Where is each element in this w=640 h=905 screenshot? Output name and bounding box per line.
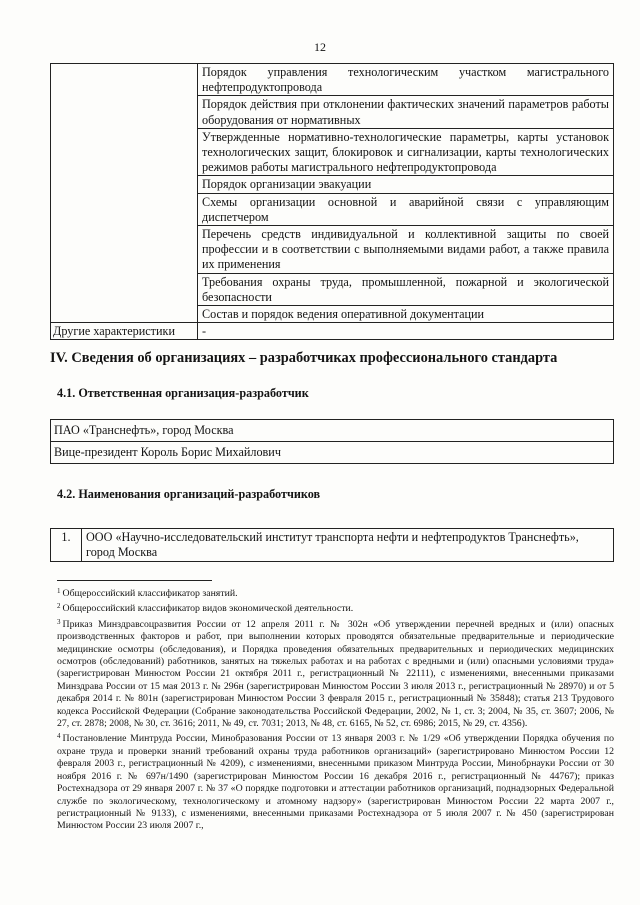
responsible-org-table (50, 419, 614, 464)
developer-name: ООО «Научно-исследовательский институт транспорта нефти и нефтепродуктов Транснефть», город Москва (82, 529, 614, 562)
footnote-text: Общероссийский классификатор видов экономической деятельности. (62, 603, 354, 615)
row-text: - (198, 323, 614, 340)
table-row (51, 529, 614, 562)
footnotes (57, 585, 614, 833)
developer-orgs-table (50, 528, 614, 562)
footnote-mark: 3 (57, 617, 61, 626)
footnote-mark: 1 (57, 587, 61, 595)
row-text: Перечень средств индивидуальной и коллективной защиты по своей профессии и в соответствии с выполняемыми видами работ, а также правила их применения (198, 226, 614, 274)
row-text: Утвержденные нормативно-технологические параметры, карты установок технологических защит, блокировок и сигнализации, карты технологических режимов работы магистрального нефтепродуктопровода (198, 128, 614, 176)
row-text: Порядок управления технологическим участком магистрального нефтепродуктопровода (198, 64, 614, 96)
row-text: Требования охраны труда, промышленной, пожарной и экологической безопасности (198, 273, 614, 305)
footnote-mark: 2 (57, 602, 61, 611)
footnote-text: Общероссийский классификатор занятий. (62, 588, 238, 599)
requirements-table (50, 63, 614, 340)
responsible-org-heading: 4.1. Ответственная организация-разработчик (57, 386, 309, 400)
table-row (51, 323, 614, 340)
responsible-person: Вице-президент Король Борис Михайлович (51, 442, 614, 464)
table-row (51, 420, 614, 442)
page-number: 12 (314, 40, 326, 54)
responsible-org-name: ПАО «Транснефть», город Москва (51, 420, 614, 442)
table-row (51, 442, 614, 464)
row-text: Порядок организации эвакуации (198, 176, 614, 193)
footnote-separator (57, 580, 212, 581)
table-row (51, 64, 614, 96)
section-title: IV. Сведения об организациях – разработчиках профессионального стандарта (50, 350, 558, 366)
row-text: Порядок действия при отклонении фактических значений параметров работы оборудования от нормативных (198, 96, 614, 128)
footnote (57, 585, 614, 600)
footnote-text: Постановление Минтруда России, Минобразования России от 13 января 2003 г. № 1/29 «Об утверждении Порядка обучения по охране труда и проверки знаний требований охраны труда работников организаций» (зарегистрировано Минюстом России 12 февраля 2003 г., регистрационный № 4209), с изменениями, внесенными приказом Минтруда России, Минобрнауки России от 30 ноября 2016 г. № 697н/1490 (зарегистрирован Минюстом России 16 декабря 2016 г., регистрационный № 44767); приказ Ростехнадзора от 29 января 2007 г. № 37 «О порядке подготовки и аттестации работников организаций, поднадзорных Федеральной службе по экологическому, технологическому и атомному надзору» (зарегистрирован Минюстом России 22 марта 2007 г., регистрационный № 9133), с изменениями, внесенными приказами Ростехнадзора от 5 июля 2007 г. № 450 (зарегистрирован Минюстом России 23 июля 2007 г., (57, 733, 614, 832)
footnote-mark: 4 (57, 732, 61, 741)
row-text: Схемы организации основной и аварийной связи с управляющим диспетчером (198, 193, 614, 225)
footnote (57, 600, 614, 615)
developer-orgs-table-body (51, 529, 614, 562)
developer-orgs-heading: 4.2. Наименования организаций-разработчиков (57, 487, 321, 501)
requirements-table-body (51, 64, 614, 340)
footnote-text: Приказ Минздравсоцразвития России от 12 апреля 2011 г. № 302н «Об утверждении перечней вредных и (или) опасных производственных факторов и работ, при выполнении которых проводятся обязательные предварительные и периодические медицинские осмотры (обследования), и Порядка проведения обязательных предварительных и периодических медицинских осмотров (обследований) работников, занятых на тяжелых работах и на работах с вредными и (или) опасными условиями труда» (зарегистрирован Минюстом России 21 октября 2011 г., регистрационный № 22111), с изменениями, внесенными приказами Минздрава России от 15 мая 2013 г. № 296н (зарегистрирован Минюстом России 3 июля 2013 г., регистрационный № 28970) и от 5 декабря 2014 г. № 801н (зарегистрирован Минюстом России 3 февраля 2015 г., регистрационный № 35848); статья 213 Трудового кодекса Российской Федерации (Собрание законодательства Российской Федерации, 2002, № 1, ст. 3; 2004, № 35, ст. 3607; 2006, № 27, ст. 2878; 2008, № 30, ст. 3616; 2011, № 49, ст. 7031; 2013, № 48, ст. 6165, № 52, ст. 6986; 2015, № 29, ст. 4356). (57, 618, 614, 730)
footnote (57, 730, 614, 832)
row-text: Состав и порядок ведения оперативной документации (198, 306, 614, 323)
row-label: Другие характеристики (51, 323, 198, 340)
footnote (57, 616, 614, 731)
developer-number: 1. (51, 529, 82, 562)
row-label (51, 64, 198, 323)
